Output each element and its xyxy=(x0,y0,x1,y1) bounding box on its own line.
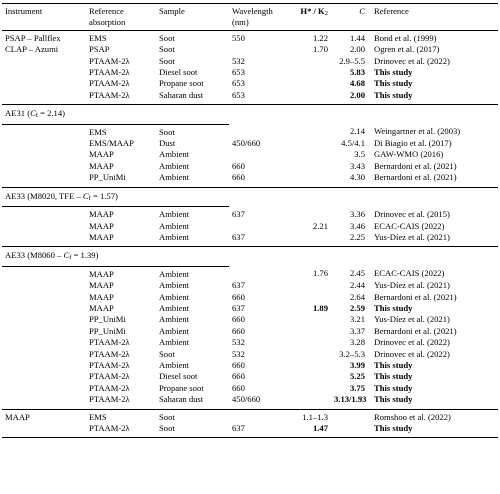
cell-h-k2 xyxy=(287,138,331,149)
cell-wavelength: 653 xyxy=(232,89,245,100)
cell-instrument xyxy=(2,67,86,78)
table-row xyxy=(2,138,498,149)
cell-wavelength: 660 xyxy=(232,314,245,325)
cell-wavelength: 653 xyxy=(232,78,245,89)
cell-sample: Propane soot xyxy=(159,382,204,393)
cell-reference-absorption: MAAP xyxy=(89,209,114,220)
group-title-row xyxy=(2,188,498,207)
cell-h-k2 xyxy=(287,90,331,105)
cell-reference-absorption: MAAP xyxy=(89,149,114,160)
cell-c: 3.37 xyxy=(349,325,365,336)
cell-instrument xyxy=(2,56,86,67)
cell-c: 4.68 xyxy=(349,78,365,89)
cell-c: 2.64 xyxy=(349,291,365,302)
cell-sample: Soot xyxy=(159,411,175,422)
cell-h-k2 xyxy=(287,172,331,187)
cell-c: 2.00 xyxy=(349,89,365,100)
cell-h-k2 xyxy=(287,149,331,160)
cell-c: 2.00 xyxy=(349,44,365,55)
cell-c xyxy=(331,423,371,438)
cell-reference-absorption: PTAAM-2λ xyxy=(89,359,130,370)
cell-sample: Soot xyxy=(156,423,229,438)
cell-c: 3.36 xyxy=(349,208,365,219)
cell-sample: Soot xyxy=(159,55,175,66)
cell-instrument xyxy=(2,326,86,337)
cell-reference: Drinovec et al. (2015) xyxy=(374,208,450,219)
table-row xyxy=(2,266,498,280)
cell-reference-absorption: MAAP xyxy=(89,291,114,302)
cell-reference: Drinovec et al. (2022) xyxy=(374,55,450,66)
cell-reference-absorption: MAAP xyxy=(89,220,114,231)
cell-sample: Soot xyxy=(159,32,175,43)
cell-reference-absorption: EMS xyxy=(89,126,107,137)
cell-instrument xyxy=(2,207,86,221)
cell-sample: Ambient xyxy=(159,172,190,183)
cell-h-k2: 2.21 xyxy=(312,220,328,231)
cell-c: 4.5/4.1 xyxy=(341,138,365,149)
table-row xyxy=(2,161,498,172)
table-row xyxy=(2,67,498,78)
cell-reference-absorption: PTAAM-2λ xyxy=(89,371,130,382)
cell-sample: Ambient xyxy=(159,359,190,370)
cell-wavelength: 550 xyxy=(232,32,245,43)
cell-reference-absorption: PTAAM-2λ xyxy=(89,382,130,393)
cell-reference-absorption: MAAP xyxy=(89,280,114,291)
cell-wavelength: 450/660 xyxy=(232,394,261,405)
cell-wavelength: 660 xyxy=(232,382,245,393)
cell-h-k2 xyxy=(287,67,331,78)
cell-c: 3.75 xyxy=(349,382,365,393)
cell-reference: Bernardoni et al. (2021) xyxy=(374,325,457,336)
cell-reference: This study xyxy=(374,371,413,382)
cell-instrument xyxy=(2,78,86,89)
cell-h-k2 xyxy=(287,349,331,360)
cell-sample: Ambient xyxy=(159,291,190,302)
cell-reference: Yus-Díez et al. (2021) xyxy=(374,314,450,325)
group-title: AE31 $(C_f = 2.14)$ xyxy=(2,105,229,124)
cell-sample: Ambient xyxy=(159,325,190,336)
cell-sample: Ambient xyxy=(159,302,190,313)
cell-h-k2 xyxy=(287,280,331,291)
cell-reference: Drinovec et al. (2022) xyxy=(374,348,450,359)
cell-sample: Diesel soot xyxy=(159,371,198,382)
header-c: C xyxy=(359,6,365,16)
cell-instrument xyxy=(2,423,86,438)
cell-sample: Ambient xyxy=(159,160,190,171)
cell-reference: ECAC-CAIS (2022) xyxy=(374,220,445,231)
cell-reference-absorption: PTAAM-2λ xyxy=(89,337,130,348)
correction-factor-table xyxy=(2,3,498,438)
cell-instrument xyxy=(2,161,86,172)
cell-reference: Weingartner et al. (2003) xyxy=(374,126,461,137)
cell-sample: Soot xyxy=(159,44,175,55)
cell-sample: Dust xyxy=(159,138,176,149)
cell-h-k2: 1.89 xyxy=(312,302,328,313)
cell-instrument xyxy=(2,349,86,360)
cell-h-k2 xyxy=(287,124,331,138)
cell-sample: Saharan dust xyxy=(159,394,204,405)
cell-instrument xyxy=(2,124,86,138)
cell-sample: Ambient xyxy=(159,231,190,242)
cell-wavelength: 532 xyxy=(232,348,245,359)
cell-wavelength: 660 xyxy=(232,325,245,336)
cell-wavelength: 637 xyxy=(232,231,245,242)
cell-c: 3.5 xyxy=(354,149,365,160)
cell-wavelength xyxy=(229,221,287,232)
table-row xyxy=(2,349,498,360)
cell-wavelength: 660 xyxy=(232,359,245,370)
cell-h-k2: 1.70 xyxy=(312,44,328,55)
table-row xyxy=(2,314,498,325)
cell-instrument xyxy=(2,266,86,280)
cell-h-k2 xyxy=(287,207,331,221)
cell-h-k2 xyxy=(287,371,331,382)
cell-c: 2.45 xyxy=(349,268,365,279)
cell-wavelength xyxy=(229,124,287,138)
table-row xyxy=(2,360,498,371)
cell-instrument xyxy=(2,138,86,149)
cell-sample: Saharan dust xyxy=(159,89,204,100)
cell-reference: ECAC-CAIS (2022) xyxy=(374,268,445,279)
cell-instrument xyxy=(2,221,86,232)
cell-h-k2: 1.22 xyxy=(312,32,328,43)
cell-sample: Ambient xyxy=(159,280,190,291)
header-reference-absorption: Reference absorption xyxy=(89,6,126,28)
cell-reference-absorption: PTAAM-2λ xyxy=(89,78,130,89)
cell-reference-absorption: PP_UniMi xyxy=(89,325,126,336)
table-row xyxy=(2,383,498,394)
cell-c: 3.43 xyxy=(349,160,365,171)
cell-reference-absorption: MAAP xyxy=(89,302,114,313)
cell-wavelength: 532 xyxy=(232,55,245,66)
cell-h-k2 xyxy=(287,360,331,371)
cell-c: 2.59 xyxy=(349,302,365,313)
table-row xyxy=(2,78,498,89)
cell-c: 3.99 xyxy=(349,359,365,370)
cell-wavelength xyxy=(229,149,287,160)
cell-wavelength: 637 xyxy=(232,208,245,219)
cell-reference-absorption: MAAP xyxy=(89,268,114,279)
cell-c: 1.44 xyxy=(349,32,365,43)
cell-h-k2 xyxy=(287,394,331,409)
cell-sample: Ambient xyxy=(159,149,190,160)
cell-instrument xyxy=(2,314,86,325)
table-row xyxy=(2,326,498,337)
cell-c: 2.25 xyxy=(349,231,365,242)
cell-h-k2 xyxy=(287,232,331,247)
cell-instrument: PSAP – Pallflex xyxy=(5,32,61,43)
cell-wavelength xyxy=(229,44,287,55)
group-title-row xyxy=(2,105,498,124)
cell-reference-absorption: PTAAM-2λ xyxy=(89,89,130,100)
table-row xyxy=(2,292,498,303)
cell-reference: This study xyxy=(374,394,413,405)
cell-h-k2 xyxy=(287,56,331,67)
cell-c: 3.46 xyxy=(349,220,365,231)
cell-h-k2 xyxy=(287,161,331,172)
cell-sample: Diesel soot xyxy=(159,67,198,78)
cell-h-k2 xyxy=(287,326,331,337)
table-header xyxy=(2,4,498,31)
cell-reference-absorption: PTAAM-2λ xyxy=(86,423,156,438)
table-row xyxy=(2,172,498,187)
cell-sample: Ambient xyxy=(159,220,190,231)
table-row xyxy=(2,30,498,44)
cell-reference-absorption: EMS/MAAP xyxy=(89,138,134,149)
cell-wavelength: 637 xyxy=(232,280,245,291)
cell-reference-absorption: PTAAM-2λ xyxy=(89,67,130,78)
table-row xyxy=(2,410,498,423)
cell-wavelength: 660 xyxy=(232,291,245,302)
cell-wavelength: 450/660 xyxy=(232,138,261,149)
cell-h-k2: 1.1–1.3 xyxy=(302,411,328,422)
cell-wavelength: 660 xyxy=(232,160,245,171)
cell-reference: Ogren et al. (2017) xyxy=(374,44,440,55)
cell-h-k2 xyxy=(287,383,331,394)
header-sample: Sample xyxy=(159,6,185,16)
cell-reference-absorption: PSAP xyxy=(89,44,110,55)
cell-c: 2.9–5.5 xyxy=(339,55,365,66)
cell-reference-absorption: EMS xyxy=(89,411,107,422)
cell-c: 2.14 xyxy=(349,126,365,137)
cell-reference-absorption: PTAAM-2λ xyxy=(89,394,130,405)
header-wavelength: Wavelength (nm) xyxy=(232,6,273,28)
table-row xyxy=(2,280,498,291)
cell-reference: This study xyxy=(371,423,498,438)
cell-reference-absorption: PTAAM-2λ xyxy=(89,348,130,359)
cell-reference: GAW-WMO (2016) xyxy=(374,149,444,160)
cell-c: 4.30 xyxy=(349,172,365,183)
cell-reference: This study xyxy=(374,302,413,313)
header-h-k2: $H* / K_2$ xyxy=(300,6,328,17)
table-row xyxy=(2,207,498,221)
cell-c: 2.44 xyxy=(349,280,365,291)
cell-instrument xyxy=(2,280,86,291)
cell-reference: Yus-Díez et al. (2021) xyxy=(374,231,450,242)
cell-reference-absorption: MAAP xyxy=(89,160,114,171)
table-row xyxy=(2,394,498,409)
cell-instrument xyxy=(2,337,86,348)
cell-c: 5.25 xyxy=(349,371,365,382)
cell-c: 3.21 xyxy=(349,314,365,325)
cell-reference: This study xyxy=(374,78,413,89)
cell-reference-absorption: PP_UniMi xyxy=(89,172,126,183)
cell-c xyxy=(331,410,371,423)
table-row xyxy=(2,303,498,314)
cell-sample: Soot xyxy=(159,126,175,137)
cell-h-k2 xyxy=(287,78,331,89)
cell-reference: This study xyxy=(374,382,413,393)
cell-sample: Ambient xyxy=(159,314,190,325)
cell-h-k2 xyxy=(287,314,331,325)
table-row xyxy=(2,371,498,382)
cell-instrument xyxy=(2,292,86,303)
cell-wavelength: 637 xyxy=(229,423,287,438)
cell-reference: Yus-Díez et al. (2021) xyxy=(374,280,450,291)
header-reference: Reference xyxy=(374,6,409,16)
cell-sample: Soot xyxy=(159,348,175,359)
cell-c: 5.83 xyxy=(349,67,365,78)
cell-reference: This study xyxy=(374,359,413,370)
cell-wavelength: 660 xyxy=(232,172,245,183)
cell-reference-absorption: PP_UniMi xyxy=(89,314,126,325)
cell-wavelength: 637 xyxy=(232,302,245,313)
cell-reference: Romshoo et al. (2022) xyxy=(374,411,451,422)
table-row xyxy=(2,423,498,438)
cell-wavelength: 532 xyxy=(232,337,245,348)
group-title: AE33 $(M8060 - C_f = 1.39)$ xyxy=(2,247,229,266)
table-row xyxy=(2,221,498,232)
cell-reference: Drinovec et al. (2022) xyxy=(374,337,450,348)
cell-sample: Ambient xyxy=(159,209,190,220)
cell-instrument xyxy=(2,303,86,314)
table-row xyxy=(2,232,498,247)
cell-h-k2: 1.76 xyxy=(312,268,328,279)
cell-instrument: CLAP – Azumi xyxy=(5,44,59,55)
group-title-row xyxy=(2,247,498,266)
cell-h-k2 xyxy=(287,292,331,303)
cell-instrument xyxy=(2,172,86,187)
cell-reference: Bernardoni et al. (2021) xyxy=(374,160,457,171)
cell-c: 3.28 xyxy=(349,337,365,348)
cell-instrument xyxy=(2,149,86,160)
cell-reference: Bernardoni et al. (2021) xyxy=(374,291,457,302)
cell-c: 3.13/1.93 xyxy=(334,394,367,405)
cell-reference-absorption: MAAP xyxy=(89,231,114,242)
header-instrument: Instrument xyxy=(5,6,43,16)
cell-wavelength xyxy=(229,266,287,280)
cell-h-k2 xyxy=(287,337,331,348)
group-title: AE33 (M8020, TFE – $C_f = 1.57$) xyxy=(2,188,229,207)
cell-instrument xyxy=(2,90,86,105)
cell-wavelength: 660 xyxy=(232,371,245,382)
cell-reference: This study xyxy=(374,67,413,78)
table-row xyxy=(2,337,498,348)
cell-wavelength xyxy=(229,410,287,423)
cell-instrument xyxy=(2,232,86,247)
cell-reference: Bernardoni et al. (2021) xyxy=(374,172,457,183)
cell-reference-absorption: EMS xyxy=(89,32,107,43)
cell-instrument xyxy=(2,394,86,409)
cell-instrument xyxy=(2,360,86,371)
cell-instrument: MAAP xyxy=(5,411,30,422)
cell-reference: Bond et al. (1999) xyxy=(374,32,437,43)
table-row xyxy=(2,124,498,138)
cell-h-k2: 1.47 xyxy=(287,423,331,438)
cell-c: 3.2–5.3 xyxy=(339,348,365,359)
cell-instrument xyxy=(2,383,86,394)
table-row xyxy=(2,44,498,55)
table-row xyxy=(2,90,498,105)
table-row xyxy=(2,56,498,67)
cell-reference-absorption: PTAAM-2λ xyxy=(89,55,130,66)
table-row xyxy=(2,149,498,160)
table-body xyxy=(2,30,498,438)
cell-wavelength: 653 xyxy=(232,67,245,78)
cell-reference: This study xyxy=(374,89,413,100)
cell-sample: Ambient xyxy=(159,268,190,279)
cell-sample: Ambient xyxy=(159,337,190,348)
cell-sample: Propane soot xyxy=(159,78,204,89)
cell-instrument xyxy=(2,371,86,382)
cell-reference: Di Biagio et al. (2017) xyxy=(374,138,452,149)
